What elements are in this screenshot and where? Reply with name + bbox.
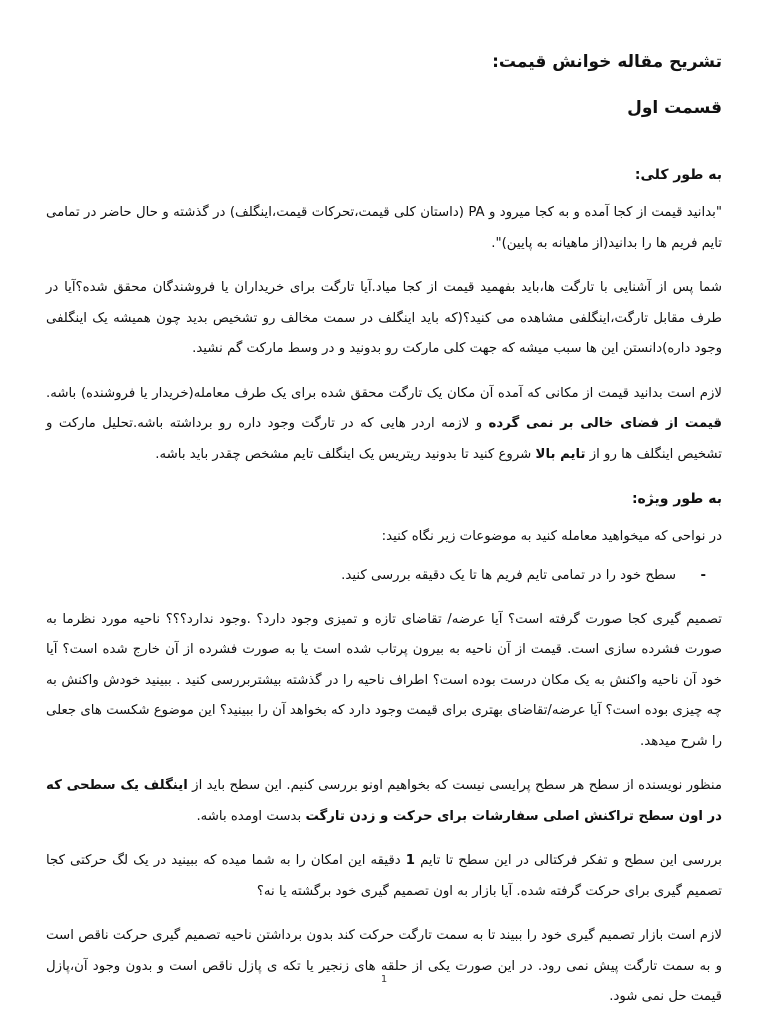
paragraph-general-2: شما پس از آشنایی با تارگت ها،باید بفهمید قیمت از کجا میاد.آیا تارگت برای خریداران یا فروشندگان محقق شده؟آیا در طرف مقابل تارگت،اینگلفی مشاهده می کنید؟(که باید اینگلف در سمت مخالف رو تشخیص بدید چون همیشه یک اینگلفی وجود داره)دانستن این ها سبب میشه که جهت کلی مارکت رو بدونید و در وسط مارکت گم نشید. [46,280,722,356]
bold-run: تایم بالا [535,446,586,462]
bullet-marker: - [700,567,706,583]
list-item-text: سطح خود را در تمامی تایم فریم ها تا یک دقیقه بررسی کنید. [341,567,676,583]
section-specific-heading: به طور ویژه: [631,491,722,507]
text-run: لازم است بدانید قیمت از مکانی که آمده آن مکان یک تارگت محقق شده برای یک طرف معامله(خریدار یا فروشنده) باشه. [46,385,722,401]
paragraph-specific-1: تصمیم گیری کجا صورت گرفته است؟ آیا عرضه/ تقاضای تازه و تمیزی وجود دارد؟ .وجود ندارد؟؟؟ ناحیه مورد نظرما به صورت فشرده سازی است. قیمت از آن ناحیه به بیرون پرتاب شده است یا به صورت فشرده از آن خارج شده است؟ آیا خود آن ناحیه واکنش به یک مکان درست بوده است؟ اطراف ناحیه را در گذشته بیشتربررسی کنید . ببینید خودش واکنش به چه چیزی بوده است؟ آیا عرضه/تقاضای بهتری برای قیمت وجود دارد که بخواهد آن را ببینید؟ این موضوع شکست های جعلی را شرح میدهد. [46,611,722,749]
page-number: 1 [380,974,388,985]
page-title: تشریح مقاله خوانش قیمت: [492,52,722,72]
paragraph-specific-4: لازم است بازار تصمیم گیری خود را ببیند تا به سمت تارگت حرکت کند بدون برداشتن ناحیه تصمیم گیری حرکت ناقص است و به سمت تارگت پیش نمی رود. در این صورت یکی از حلقه های زنجیر یا تکه ی پازل ناقص است و بدون وجود آن،پازل قیمت حل نمی شود. [46,928,722,1004]
bold-run: اینگلف یک سطحی که در اون سطح تراکنش اصلی سفارشات برای حرکت و زدن تارگت [46,778,722,824]
paragraph-general-1: "بدانید قیمت از کجا آمده و به کجا میرود و PA (داستان کلی قیمت،تحرکات قیمت،اینگلف) در گذشته و حال حاضر در تمامی تایم فریم ها را بدانید(از ماهیانه به پایین)". [46,205,722,251]
text-run: شروع کنید تا بدونید ریتریس یک اینگلف تایم مشخص چقدر باید باشه. [155,446,536,462]
bold-run: قیمت از فضای خالی بر نمی گرده [488,416,722,431]
text-run: دقیقه این امکان را به شما میده که ببینید در یک لگ حرکتی کجا تصمیم گیری برای حرکت گرفته شده. آیا بازار به اون تصمیم گیری خود برگشته یا نه؟ [46,853,722,899]
paragraph-specific-3 [46,846,722,907]
paragraph-specific-intro: در نواحی که میخواهید معامله کنید به موضوعات زیر نگاه کنید: [381,529,722,544]
text-run: منظور نویسنده از سطح هر سطح پرایسی نیست که بخواهیم اونو بررسی کنیم. این سطح باید از [187,778,722,793]
page-subtitle: قسمت اول [627,98,722,118]
paragraph-general-3 [46,379,722,471]
text-run: و لازمه اردر هایی که در تارگت وجود داره رو برداشته باشه.تحلیل مارکت و تشخیص اینگلف ها رو از [46,416,722,462]
list-item [46,561,722,591]
section-general-heading: به طور کلی: [634,167,722,183]
text-run: بدست اومده باشه. [196,808,306,824]
text-run: بررسی این سطح و تفکر فرکتالی در این سطح تا تایم [414,853,722,868]
bold-run: 1 [405,853,415,868]
paragraph-specific-2 [46,771,722,832]
